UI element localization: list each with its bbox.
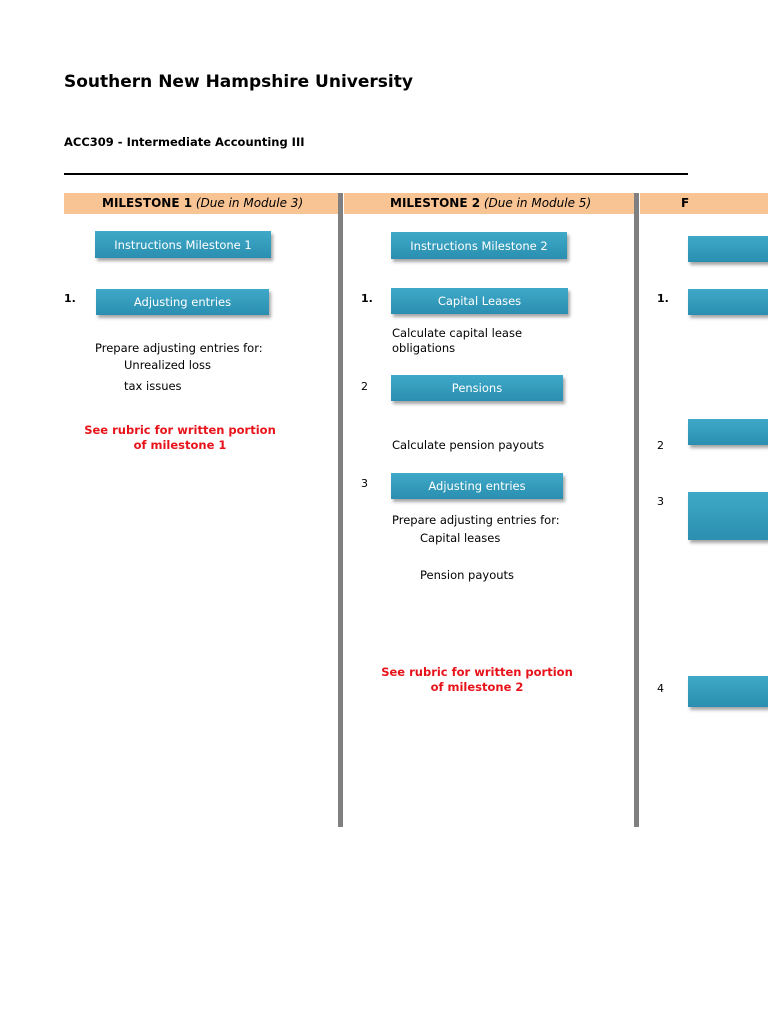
m1-sub-tax-issues: tax issues [124,379,182,393]
milestone3-header [681,196,689,210]
course-title: ACC309 - Intermediate Accounting III [64,135,305,149]
m2-sub-capital-leases: Capital leases [420,531,501,545]
milestone2-due: (Due in Module 5) [483,196,592,210]
m2-sub-pension-payouts: Pension payouts [420,568,515,582]
m3-item1-number: 1. [657,292,669,305]
m2-item1-desc-line1: Calculate capital lease [392,326,523,340]
milestone2-header [390,196,591,210]
m2-adjusting-entries-button[interactable]: Adjusting entries [391,473,563,499]
milestone3-title: F [681,196,690,210]
column-divider-1 [338,193,343,827]
university-title: Southern New Hampshire University [64,72,413,92]
m1-sub-unrealized-loss: Unrealized loss [124,358,211,372]
instructions-milestone2-button[interactable]: Instructions Milestone 2 [391,232,567,259]
m2-rubric-line2: of milestone 2 [430,680,524,694]
m2-item1-desc-line2: obligations [392,341,456,355]
milestone1-header [102,196,303,210]
column-divider-2 [634,193,639,827]
title-divider [64,173,688,175]
m3-item3-button[interactable] [688,492,768,540]
m2-pensions-button[interactable]: Pensions [391,375,563,401]
m1-adjusting-entries-button[interactable]: Adjusting entries [96,289,269,315]
milestone1-due: (Due in Module 3) [195,196,304,210]
m1-prepare-label: Prepare adjusting entries for: [95,341,263,355]
instructions-milestone1-button[interactable]: Instructions Milestone 1 [95,231,271,258]
m3-item1-button[interactable] [688,289,768,315]
m3-item3-number: 3 [657,495,664,508]
m2-rubric-line1: See rubric for written portion [381,665,573,679]
m2-item2-desc: Calculate pension payouts [392,438,545,452]
milestone1-title: MILESTONE 1 [102,196,193,210]
m2-capital-leases-button[interactable]: Capital Leases [391,288,568,314]
m3-item2-button-top[interactable] [688,419,768,445]
m1-rubric-note [80,423,280,453]
m2-rubric-note [377,665,577,695]
m2-item1-number: 1. [361,292,373,305]
milestone3-header-band [640,193,768,214]
instructions-milestone3-button[interactable] [688,236,768,262]
m1-item1-number: 1. [64,292,76,305]
m3-item2-number: 2 [657,439,664,452]
m2-item3-number: 3 [361,477,368,490]
milestone2-title: MILESTONE 2 [390,196,481,210]
m2-prepare-label: Prepare adjusting entries for: [392,513,560,527]
m3-item4-button[interactable] [688,676,768,707]
m1-rubric-line2: of milestone 1 [133,438,227,452]
m1-rubric-line1: See rubric for written portion [84,423,276,437]
m3-item4-number: 4 [657,682,664,695]
m2-item2-number: 2 [361,380,368,393]
